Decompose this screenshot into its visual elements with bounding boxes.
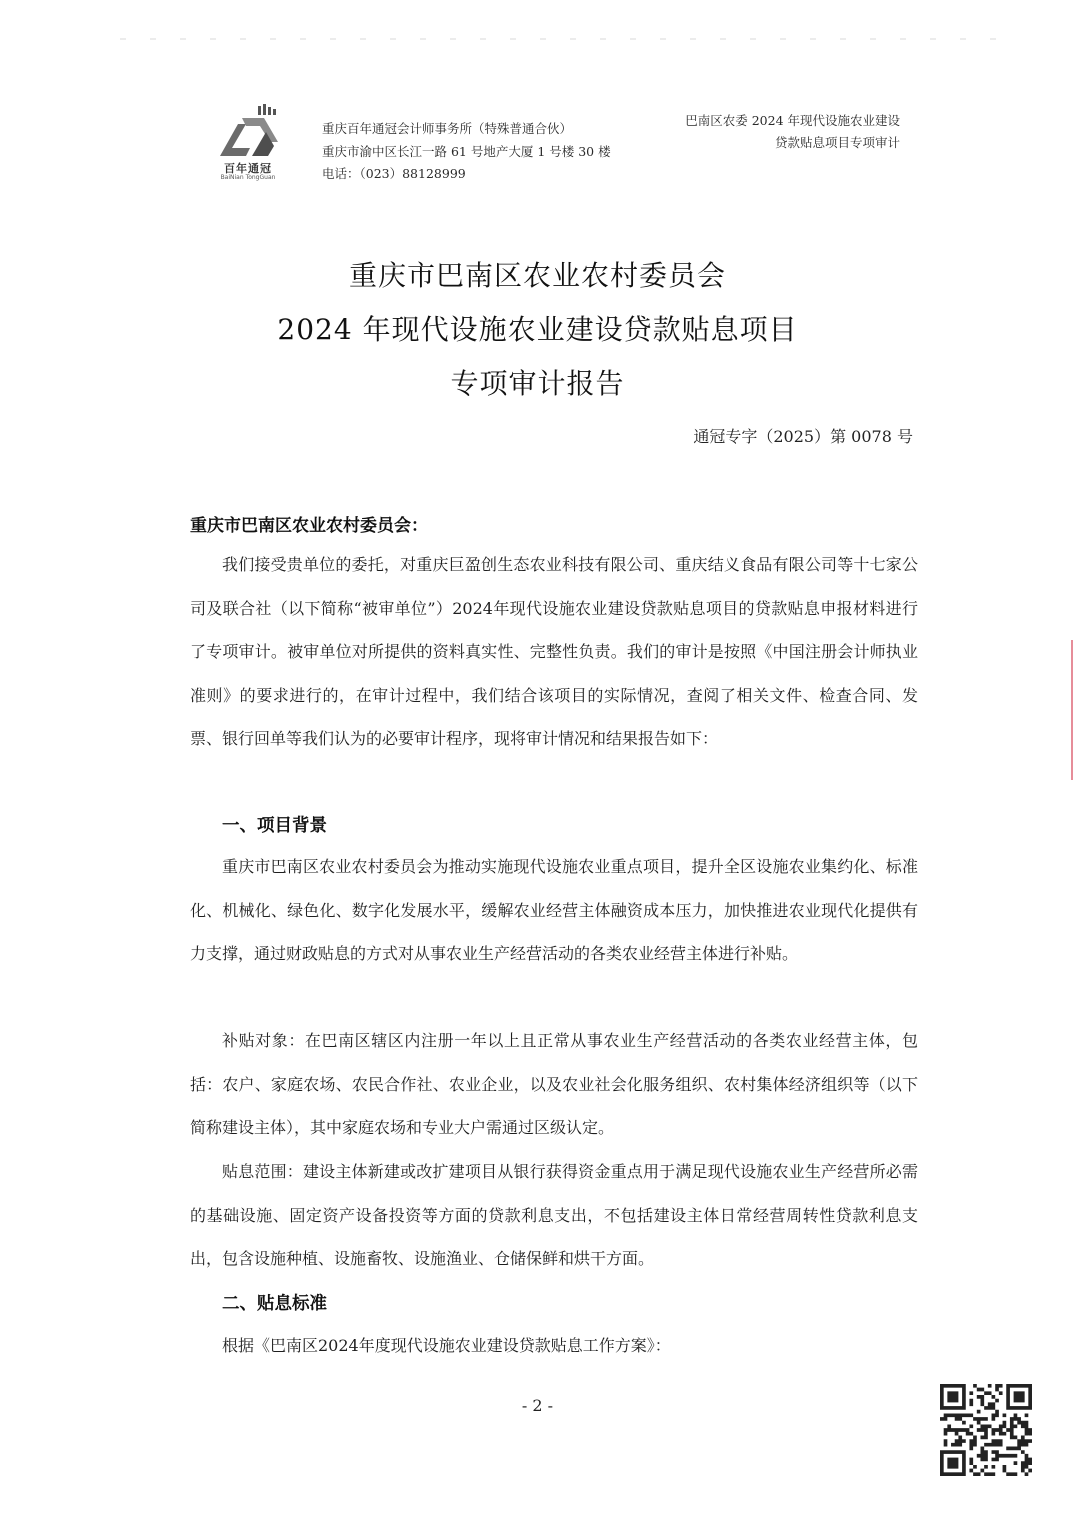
- firm-info: [322, 118, 611, 186]
- report-title-line-2: 2024 年现代设施农业建设贷款贴息项目: [277, 313, 798, 346]
- subsidy-target-paragraph: [190, 1019, 918, 1150]
- scan-artifact: [120, 38, 1020, 40]
- intro-paragraph: [190, 543, 918, 761]
- paragraph-text: 补贴对象：在巴南区辖区内注册一年以上且正常从事农业生产经营活动的各类农业经营主体，包括：农户、家庭农场、农民合作社、农业企业，以及农业社会化服务组织、农村集体经济组织等（以下简称建设主体），其中家庭农场和专业大户需通过区级认定。: [190, 1031, 918, 1137]
- logo-mark-icon: [212, 104, 284, 164]
- scan-artifact-edge: [1071, 640, 1073, 780]
- interest-scope-paragraph: [190, 1150, 918, 1281]
- section-heading-standard: 二、贴息标准: [222, 1294, 327, 1314]
- section-heading-background: 一、项目背景: [222, 816, 327, 836]
- addressee: 重庆市巴南区农业农村委员会：: [190, 516, 428, 536]
- report-title-line-3: 专项审计报告: [450, 367, 625, 400]
- logo-english: BaiNian TongGuan: [220, 174, 276, 181]
- page-number: - 2 -: [521, 1396, 554, 1415]
- firm-name: 重庆百年通冠会计师事务所（特殊普通合伙）: [322, 121, 573, 136]
- paragraph-text: 贴息范围：建设主体新建或改扩建项目从银行获得资金重点用于满足现代设施农业生产经营所必需的基础设施、固定资产设备投资等方面的贷款利息支出，不包括建设主体日常经营周转性贷款利息支出，包含设施种植、设施畜牧、设施渔业、仓储保鲜和烘干方面。: [190, 1162, 918, 1268]
- paragraph-text: 我们接受贵单位的委托，对重庆巨盈创生态农业科技有限公司、重庆结义食品有限公司等十七家公司及联合社（以下简称“被审单位”）2024年现代设施农业建设贷款贴息项目的贷款贴息申报材料进行了专项审计。被审单位对所提供的资料真实性、完整性负责。我们的审计是按照《中国注册会计师执业准则》的要求进行的，在审计过程中，我们结合该项目的实际情况，查阅了相关文件、检查合同、发票、银行回单等我们认为的必要审计程序，现将审计情况和结果报告如下：: [190, 555, 918, 748]
- firm-logo: [212, 104, 284, 180]
- firm-address: 重庆市渝中区长江一路 61 号地产大厦 1 号楼 30 楼: [322, 143, 611, 159]
- running-header: [660, 110, 900, 154]
- report-title-line-1: 重庆市巴南区农业农村委员会: [348, 259, 726, 292]
- document-number: 通冠专字（2025）第 0078 号: [693, 427, 913, 446]
- running-header-line: 贷款贴息项目专项审计: [774, 135, 900, 150]
- paragraph-text: 根据《巴南区2024年度现代设施农业建设贷款贴息工作方案》：: [222, 1336, 671, 1355]
- qr-code-icon: [940, 1384, 1032, 1476]
- standard-basis-paragraph: [190, 1324, 918, 1368]
- logo-name: 百年通冠: [224, 162, 272, 175]
- running-header-line: 巴南区农委 2024 年现代设施农业建设: [685, 113, 900, 128]
- firm-phone: 电话：（023）88128999: [322, 166, 466, 181]
- paragraph-text: 重庆市巴南区农业农村委员会为推动实施现代设施农业重点项目，提升全区设施农业集约化、标准化、机械化、绿色化、数字化发展水平，缓解农业经营主体融资成本压力，加快推进农业现代化提供有力支撑，通过财政贴息的方式对从事农业生产经营活动的各类农业经营主体进行补贴。: [190, 857, 918, 963]
- background-paragraph: [190, 845, 918, 976]
